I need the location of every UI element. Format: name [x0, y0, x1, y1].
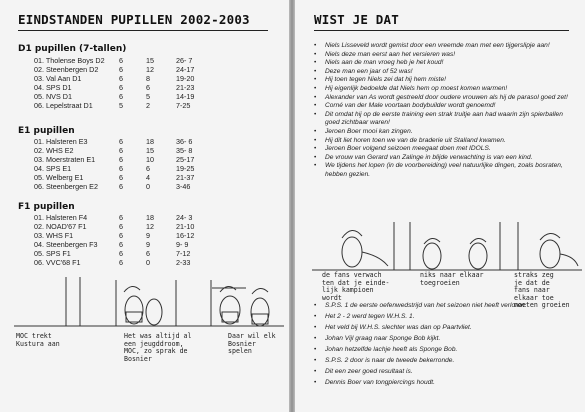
standings-table-f1: [34, 213, 216, 267]
team-name: 04. Steenbergen F3: [34, 240, 98, 249]
table-row: [34, 56, 216, 65]
games-played: 6: [119, 258, 123, 267]
points: 10: [146, 155, 154, 164]
comic-caption-r3: straks zeg je dat de fans naar elkaar toe moeten groeien: [514, 271, 570, 309]
table-row: [34, 182, 216, 191]
trivia-list: [313, 42, 571, 180]
team-name: 02. NOAD'67 F1: [34, 222, 87, 231]
group-heading-d1: D1 pupillen (7-tallen): [18, 44, 127, 54]
goal-difference: 25-17: [176, 155, 195, 164]
table-row: [34, 65, 216, 74]
list-item: • Het 2 - 2 werd tegen W.H.S. 1.: [313, 311, 571, 322]
team-name: 05. SPS F1: [34, 249, 71, 258]
team-name: 05. Welberg E1: [34, 173, 84, 182]
games-played: 6: [119, 74, 123, 83]
points: 6: [146, 164, 150, 173]
standings-table-e1: [34, 137, 216, 191]
points: 15: [146, 56, 154, 65]
goal-difference: 36- 6: [176, 137, 193, 146]
comic-caption-3: Daar wil elk Bosnier spelen: [228, 332, 276, 355]
list-item: • Corné van der Male voortaan bodybuilder wordt genoemd!: [313, 102, 571, 111]
games-played: 6: [119, 146, 123, 155]
goal-difference: 3-46: [176, 182, 191, 191]
comic-caption-r2: niks naar elkaar toegroeien: [420, 271, 484, 287]
goal-difference: 24- 3: [176, 213, 193, 222]
comic-caption-r1: de fans verwach ten dat je einde- lijk kampioen wordt: [322, 271, 390, 302]
goal-difference: 19-25: [176, 164, 195, 173]
book-spine: [289, 0, 295, 412]
team-name: 03. WHS F1: [34, 231, 74, 240]
games-played: 6: [119, 92, 123, 101]
team-name: 03. Val Aan D1: [34, 74, 82, 83]
table-row: [34, 74, 216, 83]
group-heading-e1: E1 pupillen: [18, 126, 75, 136]
list-item: • Niels Lisseveld wordt gemist door een vreemde man met een tijgerslipje aan!: [313, 42, 571, 51]
table-row: [34, 258, 216, 267]
games-played: 6: [119, 240, 123, 249]
games-played: 6: [119, 65, 123, 74]
team-name: 04. SPS E1: [34, 164, 72, 173]
games-played: 6: [119, 137, 123, 146]
points: 9: [146, 231, 150, 240]
page-title-trivia: WIST JE DAT: [314, 12, 399, 27]
list-item: • Dit omdat hij op de eerste training een strak truitje aan had waarin zijn spierballen goed zichtbaar waren!: [313, 111, 571, 128]
list-item: • Jeroen Boer volgend seizoen meegaat doen met IDOLS.: [313, 145, 571, 154]
title-divider-right: [314, 30, 569, 31]
table-row: [34, 240, 216, 249]
points: 18: [146, 137, 154, 146]
games-played: 6: [119, 155, 123, 164]
points: 0: [146, 258, 150, 267]
list-item: • Het veld bij W.H.S. slechter was dan op Paartvliet.: [313, 322, 571, 333]
group-heading-f1: F1 pupillen: [18, 202, 75, 212]
points: 12: [146, 222, 154, 231]
table-row: [34, 222, 216, 231]
games-played: 6: [119, 231, 123, 240]
points: 2: [146, 101, 150, 110]
games-played: 6: [119, 83, 123, 92]
goal-difference: 21-23: [176, 83, 195, 92]
team-name: 06. Lepelstraat D1: [34, 101, 93, 110]
points: 6: [146, 249, 150, 258]
list-item: • Dit een zeer goed resultaat is.: [313, 366, 571, 377]
points: 18: [146, 213, 154, 222]
table-row: [34, 155, 216, 164]
list-item: • De vrouw van Gerard van Zalinge in blijde verwachting is van een kind.: [313, 154, 571, 163]
goal-difference: 14-19: [176, 92, 195, 101]
games-played: 6: [119, 182, 123, 191]
table-row: [34, 173, 216, 182]
team-name: 04. SPS D1: [34, 83, 72, 92]
table-row: [34, 249, 216, 258]
games-played: 6: [119, 222, 123, 231]
points: 5: [146, 92, 150, 101]
games-played: 5: [119, 101, 123, 110]
list-item: • Hij dit liet horen toen we van de braderie uit Stalland kwamen.: [313, 137, 571, 146]
points: 9: [146, 240, 150, 249]
table-row: [34, 92, 216, 101]
points: 0: [146, 182, 150, 191]
table-row: [34, 101, 216, 110]
list-item: • Niels deze man eerst aan het versieren was!: [313, 51, 571, 60]
goal-difference: 7-12: [176, 249, 191, 258]
table-row: [34, 146, 216, 155]
page-title-standings: EINDSTANDEN PUPILLEN 2002-2003: [18, 12, 250, 27]
team-name: 02. WHS E2: [34, 146, 74, 155]
list-item: • Hij eigenlijk bedoelde dat Niels hem op moest komen warmen!: [313, 85, 571, 94]
team-name: 06. VVC'68 F1: [34, 258, 81, 267]
team-name: 03. Moerstraten E1: [34, 155, 96, 164]
goal-difference: 24-17: [176, 65, 195, 74]
list-item: • Johan hetzelfde lachje heeft als Sponge Bob.: [313, 344, 571, 355]
trivia-list-2: [313, 300, 571, 388]
table-row: [34, 83, 216, 92]
list-item: • Alexander van As wordt gestreeld door oudere vrouwen als hij de parasol goed zet!: [313, 94, 571, 103]
points: 8: [146, 74, 150, 83]
points: 6: [146, 83, 150, 92]
games-played: 6: [119, 249, 123, 258]
goal-difference: 21-37: [176, 173, 195, 182]
list-item: • Niels aan de man vroeg heb je het koud!: [313, 59, 571, 68]
comic-caption-2: Het was altijd al een jeugddroom, MOC, zo sprak de Bosnier: [124, 332, 192, 363]
points: 15: [146, 146, 154, 155]
list-item: • Deze man een jaar of 52 was!: [313, 68, 571, 77]
goal-difference: 19-20: [176, 74, 195, 83]
goal-difference: 35- 8: [176, 146, 193, 155]
team-name: 06. Steenbergen E2: [34, 182, 98, 191]
comic-caption-1: MOC trekt Kustura aan: [16, 332, 60, 348]
list-item: • S.P.S. 1 de eerste oefenwedstrijd van het seizoen niet heeft verloren.: [313, 300, 571, 311]
list-item: • Dennis Boer van tongpiercings houdt.: [313, 377, 571, 388]
goal-difference: 16-12: [176, 231, 195, 240]
team-name: 02. Steenbergen D2: [34, 65, 99, 74]
points: 4: [146, 173, 150, 182]
table-row: [34, 231, 216, 240]
table-row: [34, 164, 216, 173]
standings-table-d1: [34, 56, 216, 110]
goal-difference: 2-33: [176, 258, 191, 267]
title-divider: [18, 30, 268, 31]
goal-difference: 21-10: [176, 222, 195, 231]
list-item: • Johan Vijl graag naar Sponge Bob kijkt.: [313, 333, 571, 344]
list-item: • Hij toen tegen Niels zei dat hij hem miste!: [313, 76, 571, 85]
games-played: 6: [119, 56, 123, 65]
team-name: 01. Tholense Boys D2: [34, 56, 105, 65]
points: 12: [146, 65, 154, 74]
games-played: 6: [119, 173, 123, 182]
goal-difference: 7-25: [176, 101, 191, 110]
table-row: [34, 137, 216, 146]
team-name: 01. Halsteren F4: [34, 213, 88, 222]
list-item: • We tijdens het lopen (in de voorbereiding) veel natuurlijke dingen, zoals bosraten, hebben gezien.: [313, 162, 571, 179]
goal-difference: 26- 7: [176, 56, 193, 65]
team-name: 01. Halsteren E3: [34, 137, 88, 146]
list-item: • S.P.S. 2 door is naar de tweede bekerronde.: [313, 355, 571, 366]
goal-difference: 9- 9: [176, 240, 189, 249]
list-item: • Jeroen Boer mooi kan zingen.: [313, 128, 571, 137]
games-played: 6: [119, 213, 123, 222]
table-row: [34, 213, 216, 222]
games-played: 6: [119, 164, 123, 173]
team-name: 05. NVS D1: [34, 92, 72, 101]
